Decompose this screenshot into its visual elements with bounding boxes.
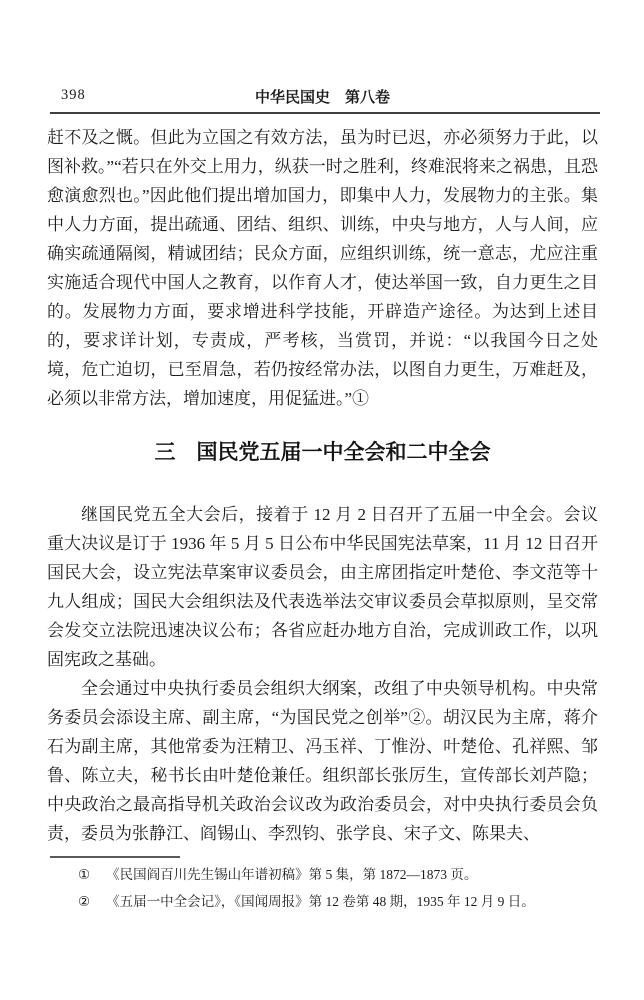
footnote-1 <box>47 865 598 885</box>
page-number: 398 <box>61 87 86 103</box>
footnote-1-marker: ① <box>78 867 91 882</box>
header-rule <box>50 112 600 114</box>
footnote-2-marker: ② <box>78 894 91 909</box>
intro-paragraph: 赶不及之慨。但此为立国之有效方法，虽为时已迟，亦必须努力于此，以图补救。”“若只在外交上用力，纵获一时之胜利，终难泯将来之祸患，且恐愈演愈烈也。”因此他们提出增加国力，即集中人力，发展物力的主张。集中人力方面，提出疏通、团结、组织、训练，中央与地方，人与人间，应确实疏通隔阂，精诚团结；民众方面，应组织训练，统一意志，尤应注重实施适合现代中国人之教育，以作育人才，使达举国一致，自力更生之目的。发展物力方面，要求增进科学技能，开辟造产途径。为达到上述目的，要求详计划，专责成，严考核，当赏罚，并说：“以我国今日之处境，危亡迫切，已至眉急，若仍按经常办法，以图自力更生，万难赶及，必须以非常方法，增加速度，用促猛进。”① <box>47 128 598 408</box>
footnote-2 <box>47 892 598 912</box>
body-text <box>47 123 598 848</box>
footnote-1-text: 《民国阎百川先生锡山年谱初稿》第 5 集，第 1872—1873 页。 <box>106 867 478 882</box>
footnote-area <box>47 856 598 912</box>
running-title: 中华民国史 第八卷 <box>254 89 390 106</box>
footnote-separator <box>50 856 180 858</box>
section-heading: 三 国民党五届一中全会和二中全会 <box>154 441 491 464</box>
running-header <box>47 86 598 104</box>
paragraph-leadership-reorganization: 全会通过中央执行委员会组织大纲案，改组了中央领导机构。中央常务委员会添设主席、副主席，“为国民党之创举”②。胡汉民为主席，蒋介石为副主席，其他常委为汪精卫、冯玉祥、丁惟汾、叶楚伧、孔祥熙、邹鲁、陈立夫，秘书长由叶楚伧兼任。组织部长张厉生，宣传部长刘芦隐；中央政治之最高指导机关政治会议改为政治委员会，对中央执行委员会负责，委员为张静江、阎锡山、李烈钧、张学良、宋子文、陈果夫、 <box>47 679 598 843</box>
footnote-2-text: 《五届一中全会记》，《国闻周报》第 12 卷第 48 期，1935 年 12 月 9 日。 <box>106 894 535 909</box>
paragraph-plenary-resolutions: 继国民党五全大会后，接着于 12 月 2 日召开了五届一中全会。会议重大决议是订于 1936 年 5 月 5 日公布中华民国宪法草案，11 月 12 日召开国民大会，设立宪法草案审议委员会，由主席团指定叶楚伧、李文范等十九人组成；国民大会组织法及代表选举法交审议委员会草拟原则，呈交常会发交立法院迅速决议公布；各省应赶办地方自治，完成训政工作，以巩固宪政之基础。 <box>47 505 598 669</box>
